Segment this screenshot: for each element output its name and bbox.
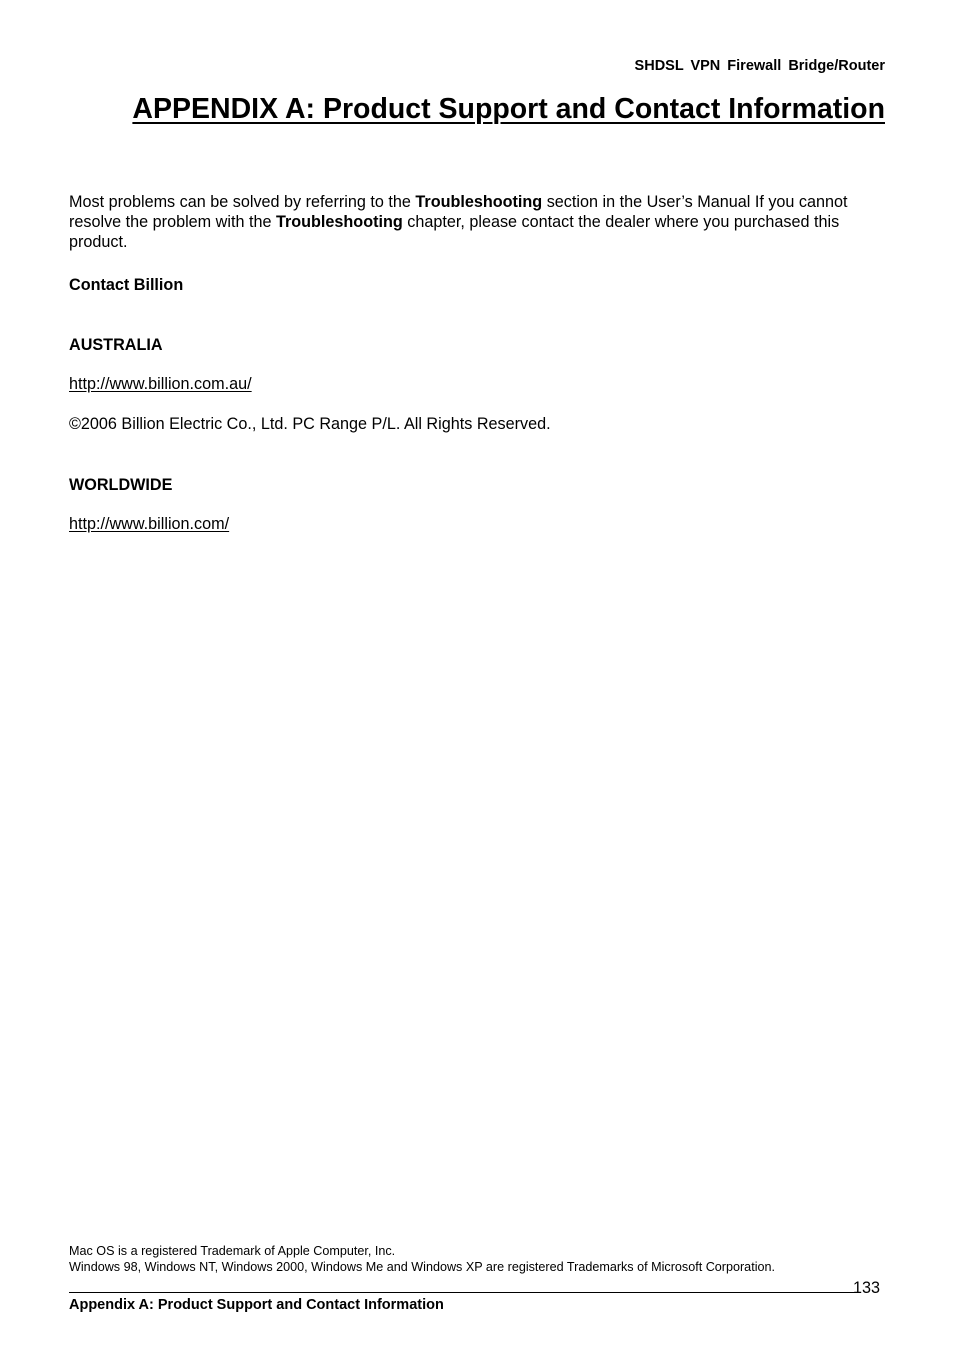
troubleshooting-term-2: Troubleshooting [275, 213, 403, 231]
contact-heading: Contact Billion [69, 276, 184, 294]
troubleshooting-term-1: Troubleshooting [415, 193, 543, 211]
copyright-notice: ©2006 Billion Electric Co., Ltd. PC Range P/L. All Rights Reserved. [69, 415, 551, 433]
intro-text-2: section in the User’s Manual If you cannot resolve the problem with the [69, 193, 848, 231]
worldwide-link-row [69, 514, 229, 534]
worldwide-heading: WORLDWIDE [69, 476, 173, 494]
page-title: APPENDIX A: Product Support and Contact Information [132, 93, 885, 125]
australia-link-row [69, 374, 252, 394]
worldwide-website-link[interactable]: http://www.billion.com/ [69, 515, 230, 533]
footer-divider [69, 1292, 858, 1293]
running-header: SHDSL VPN Firewall Bridge/Router [634, 58, 885, 74]
footer-section-title: Appendix A: Product Support and Contact Information [69, 1297, 444, 1313]
trademark-apple: Mac OS is a registered Trademark of Apple Computer, Inc. [69, 1244, 396, 1258]
intro-text-3: chapter, please contact the dealer where you purchased this product. [69, 213, 840, 251]
intro-text-1: Most problems can be solved by referring to the [69, 193, 416, 211]
page-number: 133 [853, 1279, 881, 1297]
australia-website-link[interactable]: http://www.billion.com.au/ [69, 375, 252, 393]
trademark-microsoft: Windows 98, Windows NT, Windows 2000, Windows Me and Windows XP are registered Trademarks of Microsoft Corporation. [69, 1260, 775, 1274]
intro-paragraph [69, 192, 885, 252]
australia-heading: AUSTRALIA [69, 336, 163, 354]
